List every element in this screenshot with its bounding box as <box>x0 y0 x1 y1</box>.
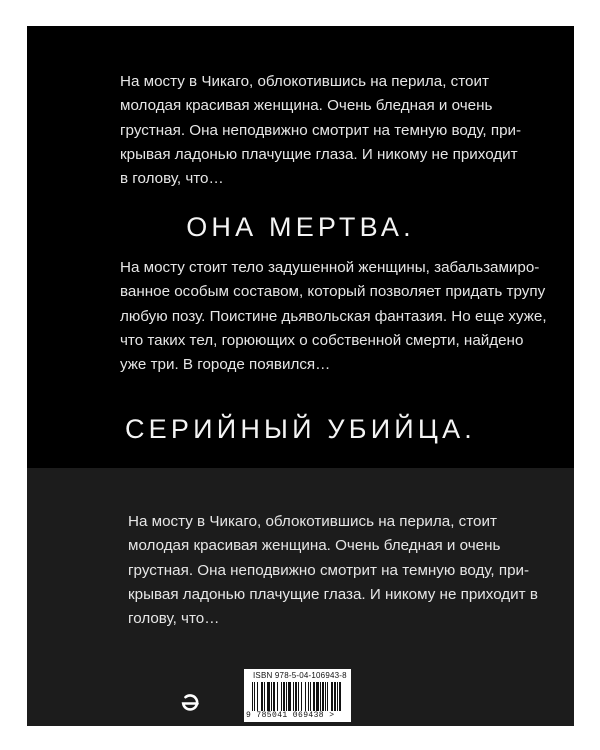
barcode-bar <box>273 682 275 711</box>
text-line: На мосту в Чикаго, облокотившись на перила, стоит <box>128 513 497 530</box>
barcode-bar <box>261 682 263 711</box>
barcode-bar <box>271 682 272 711</box>
barcode-digits: 9 785041 069438 > <box>246 711 335 720</box>
barcode-bar <box>305 682 306 711</box>
text-line: уже три. В городе появился… <box>120 356 331 374</box>
barcode-bar <box>286 682 287 711</box>
barcode-bar <box>313 682 315 711</box>
barcode-bar <box>320 682 321 711</box>
barcode-bars <box>252 682 344 711</box>
barcode-bar <box>283 682 285 711</box>
text-line: крывая ладонью плачущие глаза. И никому не приходит <box>120 145 518 163</box>
text-line: ванное особым составом, который позволяет придать трупу <box>120 283 546 301</box>
text-line: что таких тел, горюющих о собственной смерти, найдено <box>120 331 524 349</box>
book-back-cover <box>27 26 574 726</box>
text-line: грустная. Она неподвижно смотрит на темную воду, при- <box>128 561 530 579</box>
barcode-bar <box>298 682 299 711</box>
barcode-bar <box>316 682 319 711</box>
barcode-bar <box>295 682 297 711</box>
text-line: молодая красивая женщина. Очень бледная и очень <box>120 97 493 115</box>
text-line: На мосту стоит тело задушенной женщины, забальзамиро- <box>120 259 540 276</box>
text-line: крывая ладонью плачущие глаза. И никому не приходит в <box>128 585 538 603</box>
barcode-bar <box>339 682 341 711</box>
barcode-bar <box>322 682 324 711</box>
barcode-bar <box>331 682 333 711</box>
text-line: любую позу. Поистине дьявольская фантазия. Но еще хуже, <box>120 307 547 325</box>
barcode-bar <box>264 682 265 711</box>
isbn-barcode <box>244 669 351 722</box>
headline-serial-killer: СЕРИЙНЫЙ УБИЙЦА. <box>124 414 476 444</box>
barcode-bar <box>293 682 294 711</box>
text-line: молодая красивая женщина. Очень бледная и очень <box>128 537 501 555</box>
barcode-bar <box>288 682 291 711</box>
barcode-bar <box>254 682 255 711</box>
text-line: голову, что… <box>128 610 220 628</box>
barcode-bar <box>281 682 282 711</box>
barcode-bar <box>325 682 326 711</box>
text-line: На мосту в Чикаго, облокотившись на перила, стоит <box>120 73 489 90</box>
barcode-bar <box>301 682 302 711</box>
barcode-bar <box>308 682 309 711</box>
barcode-bar <box>327 682 328 711</box>
text-line: в голову, что… <box>120 170 224 188</box>
isbn-label: ISBN 978-5-04-106943-8 <box>253 671 347 680</box>
synopsis-paragraph-1 <box>120 70 521 191</box>
text-line: грустная. Она неподвижно смотрит на темную воду, при- <box>120 121 522 139</box>
synopsis-paragraph-repeat <box>128 510 538 631</box>
synopsis-paragraph-2 <box>120 256 547 377</box>
barcode-bar <box>334 682 336 711</box>
barcode-bar <box>252 682 253 711</box>
headline-she-is-dead: ОНА МЕРТВА. <box>186 212 415 242</box>
barcode-bar <box>257 682 258 711</box>
barcode-bar <box>267 682 270 711</box>
barcode-bar <box>337 682 338 711</box>
eksmo-logo-icon <box>179 692 201 714</box>
barcode-bar <box>277 682 278 711</box>
barcode-bar <box>310 682 311 711</box>
